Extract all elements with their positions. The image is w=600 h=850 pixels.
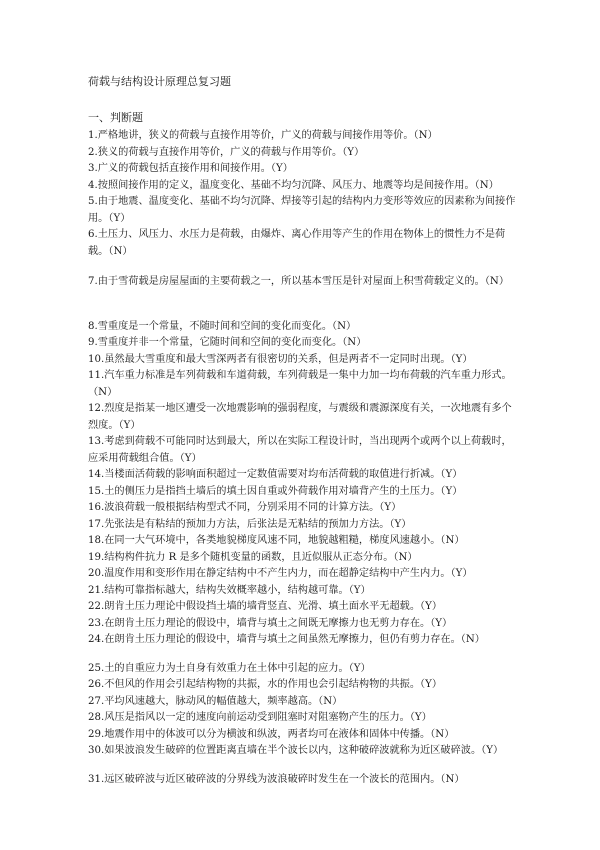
question-item: 30.如果波浪发生破碎的位置距离直墙在半个波长以内，这种破碎波就称为近区破碎波。（Y） — [88, 745, 504, 756]
question-item: 25.土的自重应力为土自身有效重力在土体中引起的应力。（Y） — [88, 662, 371, 674]
question-item: 19.结构构件抗力 R 是多个随机变量的函数，且近似服从正态分布。（N） — [88, 551, 418, 563]
question-item: 3.广义的荷载包括直接作用和间接作用。（Y） — [88, 163, 293, 174]
question-item: 2.狭义的荷载与直接作用等价，广义的荷载与作用等价。（Y） — [88, 146, 365, 158]
question-item: 11.汽车重力标准是车列荷载和车道荷载，车列荷载是一集中力加一均布荷载的汽车重力形式。（N） — [88, 370, 512, 398]
question-item: 28.风压是指风以一定的速度向前运动受到阻塞时对阻塞物产生的压力。（Y） — [88, 712, 432, 723]
question-item: 1.严格地讲，狭义的荷载与直接作用等价，广义的荷载与间接作用等价。（N） — [88, 130, 438, 141]
question-item: 8.雪重度是一个常量，不随时间和空间的变化而变化。（N） — [88, 320, 357, 332]
question-item: 6.土压力、风压力、水压力是荷载，由爆炸、离心作用等产生的作用在物体上的惯性力不是荷载。（N） — [88, 229, 506, 257]
question-item: 20.温度作用和变形作用在静定结构中不产生内力，而在超静定结构中产生内力。（Y） — [88, 568, 473, 579]
question-item: 24.在朗肯土压力理论的假设中，墙背与填土之间虽然无摩擦力，但仍有剪力存在。（N） — [88, 634, 485, 645]
question-item: 16.波浪荷载一般根据结构型式不同，分别采用不同的计算方法。（Y） — [88, 502, 402, 513]
question-item: 23.在朗肯土压力理论的假设中，墙背与填土之间既无摩擦力也无剪力存在。（Y） — [88, 617, 453, 629]
question-item: 4.按照间接作用的定义，温度变化、基础不均匀沉降、风压力、地震等均是间接作用。（N） — [88, 179, 499, 191]
question-item: 10.虽然最大雪重度和最大雪深两者有很密切的关系，但是两者不一定同时出现。（Y） — [88, 353, 473, 365]
question-item: 9.雪重度并非一个常量，它随时间和空间的变化而变化。（N） — [88, 337, 367, 348]
spacer — [88, 291, 518, 319]
question-item: 15.土的侧压力是指挡土墙后的填土因自重或外荷载作用对墙背产生的土压力。（Y） — [88, 485, 463, 497]
question-item: 7.由于雪荷载是房屋屋面的主要荷载之一，所以基本雪压是针对屋面上积雪荷载定义的。（N） — [88, 276, 510, 287]
question-item: 18.在同一大气环境中，各类地貌梯度风速不同，地貌越粗糙，梯度风速越小。（N） — [88, 535, 465, 546]
question-item: 29.地震作用中的体波可以分为横波和纵波，两者均可在液体和固体中传播。（N） — [88, 728, 455, 740]
spacer — [88, 760, 518, 772]
question-item: 31.远区破碎波与近区破碎波的分界线为波浪破碎时发生在一个波长的范围内。（N） — [88, 773, 465, 785]
document-title: 荷载与结构设计原理总复习题 — [88, 75, 231, 88]
question-item: 14.当楼面活荷载的影响面积超过一定数值需要对均布活荷载的取值进行折减。（Y） — [88, 469, 463, 480]
spacer — [88, 649, 518, 661]
question-item: 17.先张法是有粘结的预加力方法，后张法是无粘结的预加力方法。（Y） — [88, 518, 412, 530]
question-item: 27.平均风速越大，脉动风的幅值越大，频率越高。（N） — [88, 695, 343, 707]
question-item: 22.朗肯土压力理论中假设挡土墙的墙背竖直、光滑、填土面水平无超载。（Y） — [88, 601, 443, 612]
section-heading: 一、判断题 — [88, 111, 143, 124]
question-item: 26.不但风的作用会引起结构物的共振，水的作用也会引起结构物的共振。（Y） — [88, 679, 443, 690]
spacer — [88, 260, 518, 274]
question-item: 12.烈度是指某一地区遭受一次地震影响的强弱程度，与震级和震源深度有关，一次地震有多个烈度。（Y） — [88, 403, 512, 431]
document-page — [88, 74, 518, 788]
question-item: 21.结构可靠指标越大，结构失效概率越小，结构越可靠。（Y） — [88, 584, 371, 596]
question-item: 13.考虑到荷载不可能同时达到最大，所以在实际工程设计时，当出现两个或两个以上荷载时，应采用荷载组合值。（Y） — [88, 436, 512, 464]
question-item: 5.由于地震、温度变化、基础不均匀沉降、焊接等引起的结构内力变形等效应的因素称为间接作用。（Y） — [88, 196, 516, 224]
